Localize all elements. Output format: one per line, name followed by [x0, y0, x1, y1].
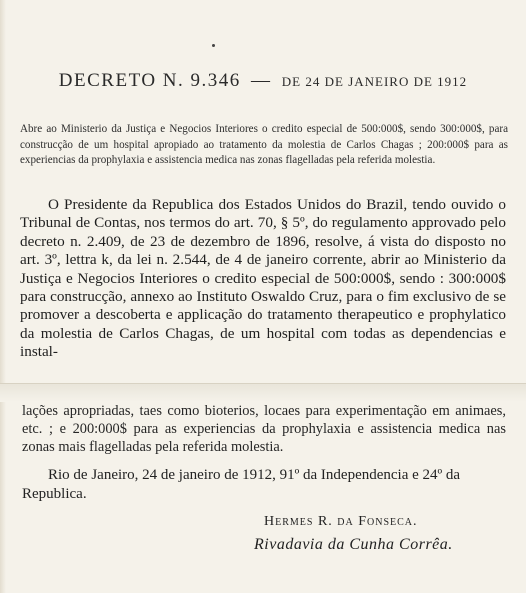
- decree-title: [0, 70, 526, 92]
- decree-dateline: Rio de Janeiro, 24 de janeiro de 1912, 91º da Independencia e 24º da Republica.: [22, 467, 461, 502]
- title-dash: —: [251, 70, 272, 91]
- decree-summary: Abre ao Ministerio da Justiça e Negocios Interiores o credito especial de 500:000$, sendo 300:000$, para construcção de um hospital apropiado ao tratamento da molestia de Carlos Chagas ; 200:000$ para as experiencias da prophylaxia e assistencia medica nas zonas flagelladas pela referida molestia.: [20, 123, 508, 166]
- decree-number: DECRETO N. 9.346: [58, 70, 241, 91]
- signature-minister: Rivadavia da Cunha Corrêa.: [254, 536, 453, 553]
- decree-body-part2: lações apropriadas, taes como bioterios, locaes para experimentação em animaes, etc. ; e 200:000$ para as experiencias da prophylaxia e assistencia medica nas zonas mais flagelladas pela referida molestia.: [22, 403, 506, 455]
- decree-date: DE 24 DE JANEIRO DE 1912: [281, 74, 468, 89]
- ink-dot: [212, 44, 215, 47]
- decree-body-part1: O Presidente da Republica dos Estados Unidos do Brazil, tendo ouvido o Tribunal de Contas, nos termos do art. 70, § 5º, do regulamento approvado pelo decreto n. 2.409, de 23 de dezembro de 1896, resolve, á vista do disposto no art. 3º, lettra k, da lei n. 2.544, de 4 de janeiro corrente, abrir ao Ministerio da Justiça e Negocios Interiores o credito especial de 500:000$, sendo : 300:000$ para construcção, annexo ao Instituto Oswaldo Cruz, para o fim exclusivo de se promover a descoberta e applicação do tratamento therapeutico e prophylatico da molestia de Carlos Chagas, de um hospital com todas as dependencias e instal-: [20, 196, 506, 361]
- page-fold-divider: [0, 383, 526, 402]
- signature-president: Hermes R. da Fonseca.: [264, 514, 418, 529]
